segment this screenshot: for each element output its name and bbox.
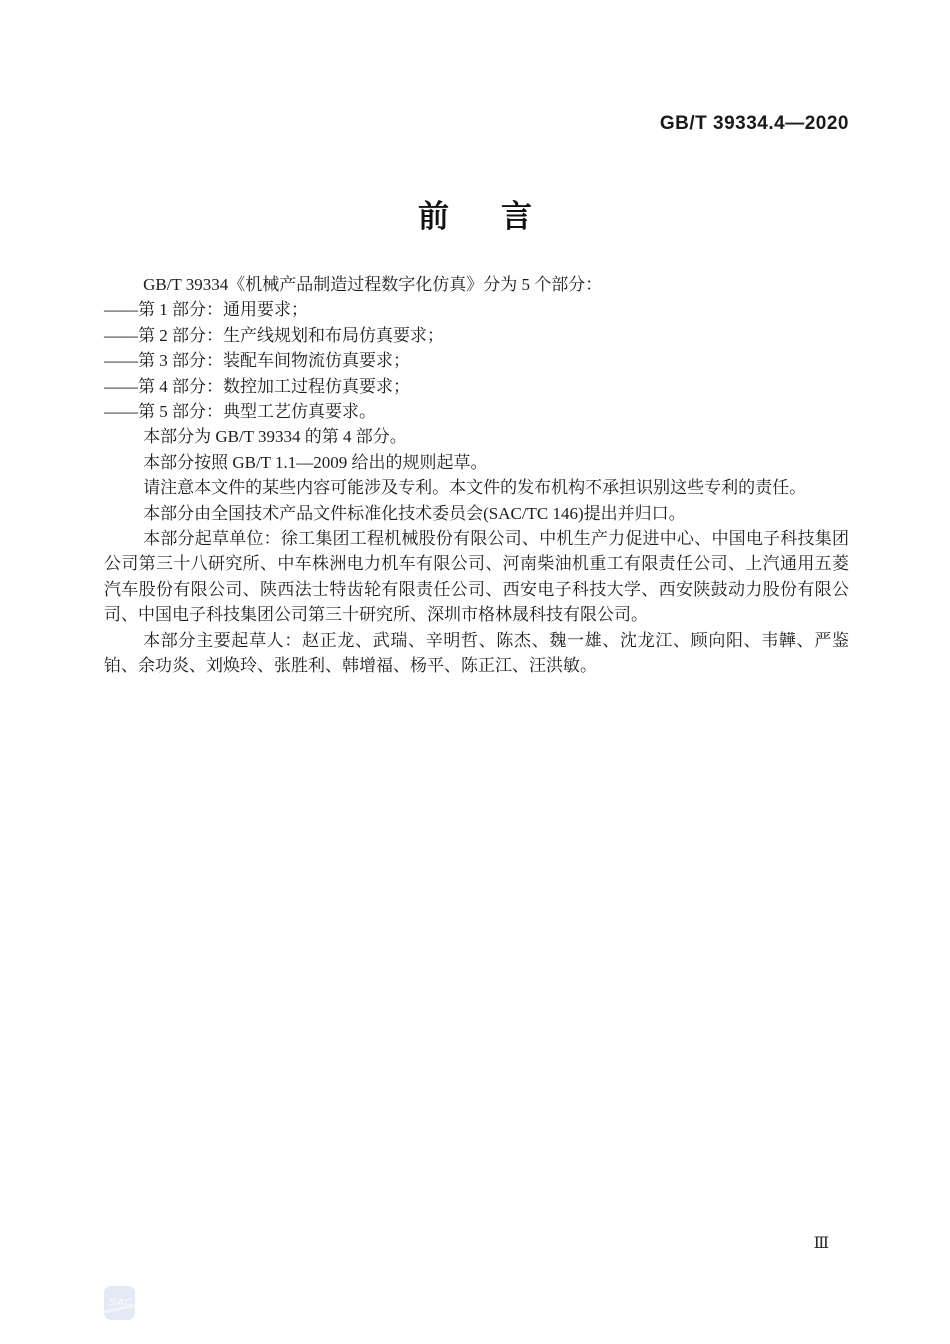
page-title-char-right: 言 xyxy=(501,199,532,234)
paragraph-drafters: 本部分主要起草人：赵正龙、武瑞、辛明哲、陈杰、魏一雄、沈龙江、顾向阳、韦韡、严鉴铂、余功炎、刘焕玲、张胜利、韩增福、杨平、陈正江、汪洪敏。 xyxy=(104,630,849,676)
list-item-part-5: ——第 5 部分：典型工艺仿真要求。 xyxy=(104,402,376,422)
sac-logo-watermark xyxy=(104,1286,135,1320)
body-text xyxy=(104,272,849,679)
standard-number-header: GB/T 39334.4—2020 xyxy=(659,113,849,134)
list-item-part-2: ——第 2 部分：生产线规划和布局仿真要求； xyxy=(104,325,444,345)
list-item-part-3: ——第 3 部分：装配车间物流仿真要求； xyxy=(104,351,410,371)
page-title xyxy=(0,191,950,236)
paragraph-patent-note: 请注意本文件的某些内容可能涉及专利。本文件的发布机构不承担识别这些专利的责任。 xyxy=(143,478,807,498)
paragraph-drafting-units: 本部分起草单位：徐工集团工程机械股份有限公司、中机生产力促进中心、中国电子科技集团公司第三十八研究所、中车株洲电力机车有限公司、河南柴油机重工有限责任公司、上汽通用五菱汽车股份有限公司、陕西法士特齿轮有限责任公司、西安电子科技大学、西安陕鼓动力股份有限公司、中国电子科技集团公司第三十研究所、深圳市格林晟科技有限公司。 xyxy=(104,529,849,625)
paragraph-this-part: 本部分为 GB/T 39334 的第 4 部分。 xyxy=(143,427,407,447)
page-title-char-left: 前 xyxy=(418,199,449,234)
sac-logo-text: SAC xyxy=(108,1297,133,1309)
page-number: Ⅲ xyxy=(813,1235,829,1252)
paragraph-drafting-rule: 本部分按照 GB/T 1.1—2009 给出的规则起草。 xyxy=(143,452,488,472)
paragraph-committee: 本部分由全国技术产品文件标准化技术委员会(SAC/TC 146)提出并归口。 xyxy=(143,503,686,523)
list-item-part-1: ——第 1 部分：通用要求； xyxy=(104,300,308,320)
list-item-part-4: ——第 4 部分：数控加工过程仿真要求； xyxy=(104,376,410,396)
paragraph-intro: GB/T 39334《机械产品制造过程数字化仿真》分为 5 个部分： xyxy=(143,275,603,294)
